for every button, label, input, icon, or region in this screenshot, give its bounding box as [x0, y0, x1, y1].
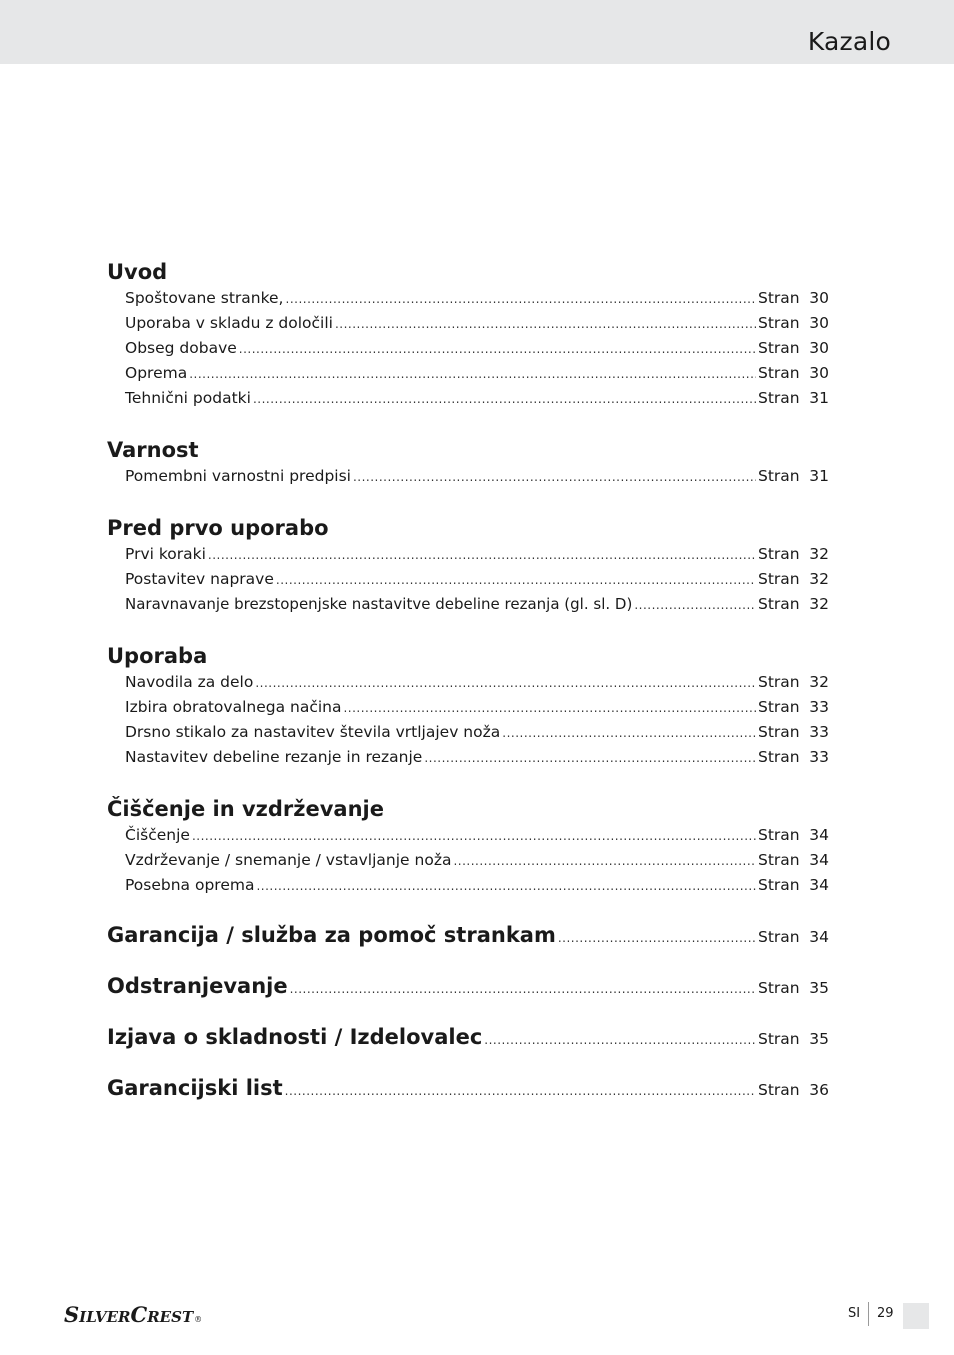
header-band: [0, 0, 954, 64]
toc-entry[interactable]: [125, 286, 829, 311]
entry-label: Izbira obratovalnega načina: [125, 698, 342, 716]
page-reference: [758, 1024, 829, 1054]
entry-label: Oprema: [125, 364, 188, 382]
page-prefix: Stran: [758, 698, 800, 716]
page-prefix: Stran: [758, 364, 800, 382]
page-number: 32: [809, 570, 829, 588]
page-prefix: Stran: [758, 928, 800, 946]
entry-label: Pomembni varnostni predpisi: [125, 467, 351, 485]
page-number: 34: [809, 826, 829, 844]
dot-leader: [558, 923, 756, 953]
page-number: 36: [809, 1081, 829, 1099]
footer-marker: [903, 1303, 929, 1329]
brand-logo: S ILVER C REST ®: [64, 1302, 203, 1327]
page-number: 29: [877, 1306, 894, 1321]
page-reference: [758, 311, 829, 336]
page-prefix: Stran: [758, 570, 800, 588]
entry-label: Posebna oprema: [125, 876, 255, 894]
dot-leader: [286, 287, 757, 312]
page-number: 30: [809, 289, 829, 307]
toc-entry[interactable]: [125, 695, 829, 720]
toc-section: [107, 258, 829, 411]
entry-label: Navodila za delo: [125, 673, 254, 691]
dot-leader: [335, 312, 756, 337]
page-number: 34: [809, 928, 829, 946]
dot-leader: [276, 568, 756, 593]
page-prefix: Stran: [758, 595, 800, 613]
main-entry-label: Garancija / služba za pomoč strankam: [107, 923, 556, 947]
page-reference: [758, 695, 829, 720]
page-number: 35: [809, 979, 829, 997]
page-prefix: Stran: [758, 1030, 800, 1048]
toc-entry[interactable]: [125, 361, 829, 386]
page-reference: [758, 823, 829, 848]
dot-leader: [253, 387, 756, 412]
toc-section: [107, 795, 829, 898]
dot-leader: [343, 696, 756, 721]
section-title: Uvod: [107, 260, 168, 284]
page-number: 35: [809, 1030, 829, 1048]
page-number: 32: [809, 595, 829, 613]
section-title: Čiščenje in vzdrževanje: [107, 797, 384, 821]
toc-entry[interactable]: [125, 670, 829, 695]
dot-leader: [239, 337, 756, 362]
entry-label: Obseg dobave: [125, 339, 237, 357]
dot-leader: [285, 1076, 756, 1106]
page-prefix: Stran: [758, 545, 800, 563]
footer-divider: [868, 1302, 869, 1326]
page-prefix: Stran: [758, 389, 800, 407]
section-title: Varnost: [107, 438, 199, 462]
toc-section: [107, 642, 829, 770]
toc-entry[interactable]: [125, 720, 829, 745]
dot-leader: [256, 874, 756, 899]
page-prefix: Stran: [758, 339, 800, 357]
main-entry-label: Garancijski list: [107, 1076, 283, 1100]
main-entry-label: Odstranjevanje: [107, 974, 288, 998]
page-prefix: Stran: [758, 851, 800, 869]
entry-label: Uporaba v skladu z določili: [125, 314, 333, 332]
page-number: 33: [809, 698, 829, 716]
page-prefix: Stran: [758, 1081, 800, 1099]
page-reference: [758, 973, 829, 1003]
page-number: 33: [809, 748, 829, 766]
page-number: 34: [809, 876, 829, 894]
toc-section: [107, 436, 829, 489]
page-reference: [758, 567, 829, 592]
page-reference: [758, 361, 829, 386]
toc-entry[interactable]: [125, 336, 829, 361]
toc-main-entry[interactable]: [107, 971, 829, 1001]
dot-leader: [189, 362, 756, 387]
entry-label: Vzdrževanje / snemanje / vstavljanje noža: [125, 851, 452, 869]
page-number: 30: [809, 314, 829, 332]
page-reference: [758, 336, 829, 361]
page-reference: [758, 542, 829, 567]
toc-entry[interactable]: [125, 823, 829, 848]
entry-label: Spoštovane stranke,: [125, 289, 284, 307]
dot-leader: [192, 824, 756, 849]
toc-entry[interactable]: [125, 567, 829, 592]
page-reference: [758, 1075, 829, 1105]
toc-entry[interactable]: [125, 873, 829, 898]
toc-entry[interactable]: [125, 592, 829, 617]
page-title: Kazalo: [807, 27, 891, 56]
page-number: 32: [809, 545, 829, 563]
dot-leader: [484, 1025, 756, 1055]
page-prefix: Stran: [758, 467, 800, 485]
dot-leader: [255, 671, 756, 696]
page-number: 30: [809, 364, 829, 382]
page-number: 30: [809, 339, 829, 357]
toc-entry[interactable]: [125, 386, 829, 411]
toc-entry[interactable]: [125, 848, 829, 873]
page-reference: [758, 720, 829, 745]
page-number: 33: [809, 723, 829, 741]
entry-label: Naravnavanje brezstopenjske nastavitve debeline rezanja (gl. sl. D): [125, 595, 633, 613]
entry-label: Nastavitev debeline rezanje in rezanje: [125, 748, 423, 766]
entry-label: Čiščenje: [125, 826, 190, 844]
page-prefix: Stran: [758, 748, 800, 766]
page-prefix: Stran: [758, 979, 800, 997]
table-of-contents: [107, 258, 829, 1103]
toc-main-entry[interactable]: [107, 1022, 829, 1052]
entry-label: Drsno stikalo za nastavitev števila vrtljajev noža: [125, 723, 501, 741]
dot-leader: [353, 465, 756, 490]
main-entry-label: Izjava o skladnosti / Izdelovalec: [107, 1025, 483, 1049]
page-prefix: Stran: [758, 314, 800, 332]
dot-leader: [502, 721, 756, 746]
page-reference: [758, 873, 829, 898]
page-prefix: Stran: [758, 673, 800, 691]
toc-main-entry[interactable]: [107, 920, 829, 950]
page-reference: [758, 848, 829, 873]
page-reference: [758, 592, 829, 617]
page-reference: [758, 922, 829, 952]
toc-section: [107, 514, 829, 617]
dot-leader: [290, 974, 756, 1004]
section-title: Uporaba: [107, 644, 208, 668]
toc-entry[interactable]: [125, 542, 829, 567]
entry-label: Prvi koraki: [125, 545, 206, 563]
toc-entry[interactable]: [125, 311, 829, 336]
section-title: Pred prvo uporabo: [107, 516, 329, 540]
page-number: 31: [809, 389, 829, 407]
toc-main-entry[interactable]: [107, 1073, 829, 1103]
toc-entry[interactable]: [125, 745, 829, 770]
page-reference: [758, 464, 829, 489]
page-reference: [758, 745, 829, 770]
dot-leader: [424, 746, 756, 771]
page-prefix: Stran: [758, 289, 800, 307]
page-reference: [758, 670, 829, 695]
page-reference: [758, 386, 829, 411]
entry-label: Tehnični podatki: [125, 389, 251, 407]
toc-entry[interactable]: [125, 464, 829, 489]
entry-label: Postavitev naprave: [125, 570, 274, 588]
page-number: 32: [809, 673, 829, 691]
dot-leader: [208, 543, 756, 568]
page-reference: [758, 286, 829, 311]
dot-leader: [634, 593, 756, 618]
language-code: SI: [848, 1306, 861, 1321]
page-number: 31: [809, 467, 829, 485]
page-number: 34: [809, 851, 829, 869]
page-prefix: Stran: [758, 876, 800, 894]
page-prefix: Stran: [758, 826, 800, 844]
dot-leader: [453, 849, 756, 874]
page-prefix: Stran: [758, 723, 800, 741]
